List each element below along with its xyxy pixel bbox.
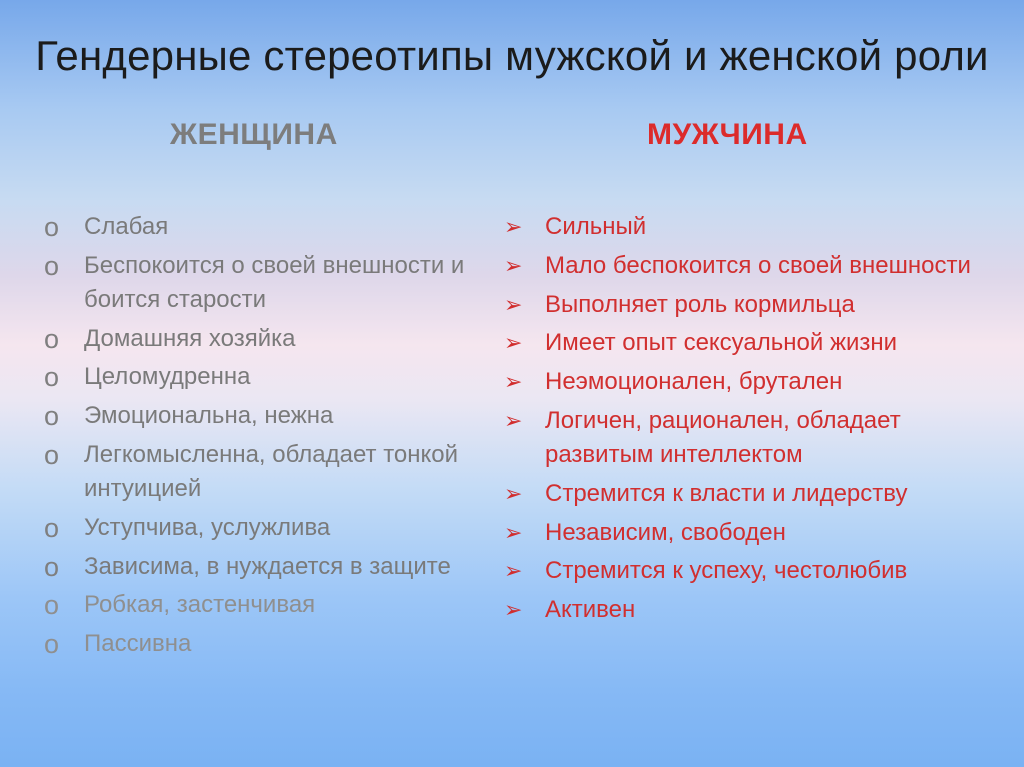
female-stereotype-item xyxy=(44,550,504,584)
male-stereotype-text: Активен xyxy=(545,596,636,624)
female-stereotype-text: Пассивна xyxy=(84,630,192,658)
male-stereotype-item xyxy=(504,365,1014,399)
female-stereotype-item xyxy=(44,511,504,545)
circle-bullet-icon: o xyxy=(44,323,60,354)
female-stereotype-item xyxy=(44,588,504,622)
male-stereotype-item xyxy=(504,326,1014,360)
male-stereotype-item xyxy=(504,516,1014,550)
circle-bullet-icon: o xyxy=(44,512,60,543)
male-stereotype-item xyxy=(504,554,1014,588)
female-stereotype-text: Эмоциональна, нежна xyxy=(84,402,334,430)
circle-bullet-icon: o xyxy=(44,401,60,432)
female-stereotype-text: Легкомысленна, обладает тонкой интуицией xyxy=(84,440,459,502)
arrow-bullet-icon: ➢ xyxy=(504,597,523,623)
arrow-bullet-icon: ➢ xyxy=(504,369,523,395)
arrow-bullet-icon: ➢ xyxy=(504,407,523,433)
circle-bullet-icon: o xyxy=(44,362,60,393)
female-stereotype-item xyxy=(44,210,504,244)
female-stereotype-item xyxy=(44,322,504,356)
circle-bullet-icon: o xyxy=(44,250,60,281)
male-stereotype-text: Сильный xyxy=(545,213,647,240)
circle-bullet-icon: o xyxy=(44,590,60,621)
male-stereotype-text: Логичен, рационален, обладает развитым интеллектом xyxy=(545,406,901,468)
female-stereotype-text: Слабая xyxy=(84,213,169,240)
female-stereotype-text: Уступчива, услужлива xyxy=(84,513,331,541)
arrow-bullet-icon: ➢ xyxy=(504,252,523,278)
male-stereotypes-list xyxy=(504,210,1014,632)
arrow-bullet-icon: ➢ xyxy=(504,480,523,506)
circle-bullet-icon: o xyxy=(44,551,60,582)
circle-bullet-icon: o xyxy=(44,629,60,660)
male-stereotype-item xyxy=(504,593,1014,627)
male-stereotype-text: Мало беспокоится о своей внешности xyxy=(545,251,971,279)
male-stereotype-text: Имеет опыт сексуальной жизни xyxy=(545,329,898,357)
female-stereotype-item xyxy=(44,249,504,317)
male-stereotype-item xyxy=(504,477,1014,511)
male-stereotype-text: Стремится к власти и лидерству xyxy=(545,479,908,507)
arrow-bullet-icon: ➢ xyxy=(504,214,523,239)
arrow-bullet-icon: ➢ xyxy=(504,291,523,317)
circle-bullet-icon: o xyxy=(44,212,60,242)
slide-title: Гендерные стереотипы мужской и женской роли xyxy=(35,32,989,79)
male-stereotype-item xyxy=(504,404,1014,472)
male-stereotype-text: Выполняет роль кормильца xyxy=(545,290,855,318)
male-stereotype-text: Неэмоционален, брутален xyxy=(545,368,843,396)
female-column-header: ЖЕНЩИНА xyxy=(170,118,338,151)
female-stereotype-text: Зависима, в нуждается в защите xyxy=(84,552,451,580)
female-stereotype-item xyxy=(44,360,504,394)
female-stereotype-item xyxy=(44,627,504,661)
arrow-bullet-icon: ➢ xyxy=(504,330,523,356)
arrow-bullet-icon: ➢ xyxy=(504,519,523,545)
circle-bullet-icon: o xyxy=(44,439,60,470)
male-stereotype-item xyxy=(504,249,1014,283)
male-stereotype-text: Стремится к успеху, честолюбив xyxy=(545,557,908,585)
female-stereotype-item xyxy=(44,399,504,433)
female-stereotype-text: Домашняя хозяйка xyxy=(84,324,296,352)
female-stereotype-text: Робкая, застенчивая xyxy=(84,591,316,619)
female-stereotypes-list xyxy=(44,210,504,666)
male-column-header: МУЖЧИНА xyxy=(647,118,808,151)
male-stereotype-text: Независим, свободен xyxy=(545,518,786,546)
male-stereotype-item xyxy=(504,288,1014,322)
female-stereotype-item xyxy=(44,438,504,506)
arrow-bullet-icon: ➢ xyxy=(504,558,523,584)
male-stereotype-item xyxy=(504,210,1014,244)
female-stereotype-text: Целомудренна xyxy=(84,363,251,391)
female-stereotype-text: Беспокоится о своей внешности и боится старости xyxy=(84,251,465,313)
